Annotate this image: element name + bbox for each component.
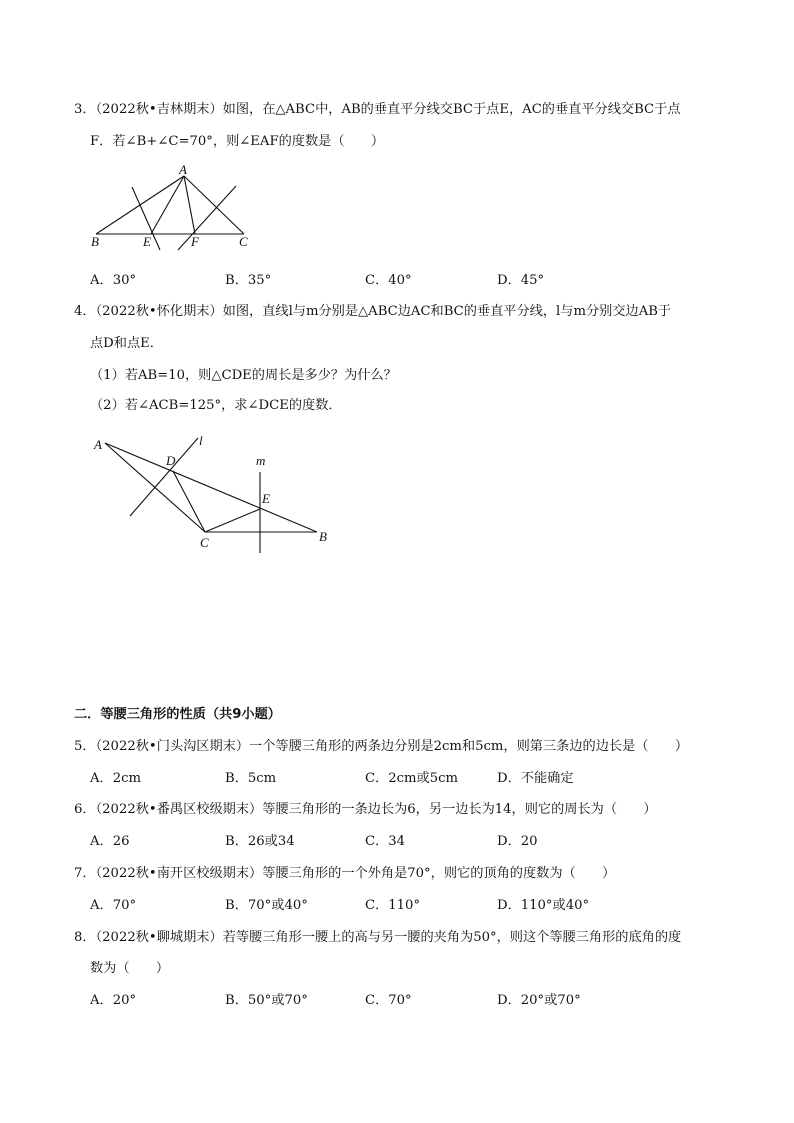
q3-triangle-figure bbox=[80, 160, 280, 255]
section-title: 二．等腰三角形的性质（共9小题） bbox=[74, 707, 281, 722]
q3-label-C: C bbox=[239, 234, 248, 249]
q4-label-m: m bbox=[256, 453, 266, 468]
q4-stem-line1: 4．（2022秋•怀化期末）如图，直线l与m分别是△ABC边AC和BC的垂直平分线，l与m分别交边AB于 bbox=[74, 304, 672, 319]
q8-option-a: A．20° bbox=[90, 993, 137, 1008]
q3-label-A: A bbox=[179, 162, 187, 177]
q3-label-F: F bbox=[191, 234, 199, 249]
q6-option-c: C．34 bbox=[365, 834, 406, 849]
q4-label-C: C bbox=[200, 535, 209, 550]
q7-option-b: B．70°或40° bbox=[225, 898, 308, 913]
q7-option-a: A．70° bbox=[90, 898, 137, 913]
q7-stem: 7．（2022秋•南开区校级期末）等腰三角形的一个外角是70°，则它的顶角的度数为（ ） bbox=[74, 866, 616, 881]
q3-option-d: D．45° bbox=[497, 273, 545, 288]
q7-option-c: C．110° bbox=[365, 898, 421, 913]
q3-option-c: C．40° bbox=[365, 273, 412, 288]
q4-triangle-figure bbox=[88, 428, 338, 553]
q4-subquestion-1: （1）若AB=10，则△CDE的周长是多少？为什么？ bbox=[90, 368, 397, 383]
q6-stem: 6．（2022秋•番禺区校级期末）等腰三角形的一条边长为6，另一边长为14，则它的周长为（ ） bbox=[74, 802, 657, 817]
q5-option-b: B．5cm bbox=[225, 771, 277, 786]
q4-label-A: A bbox=[94, 437, 102, 452]
q8-option-c: C．70° bbox=[365, 993, 412, 1008]
q8-stem-line1: 8．（2022秋•聊城期末）若等腰三角形一腰上的高与另一腰的夹角为50°，则这个等腰三角形的底角的度 bbox=[74, 930, 682, 945]
q3-label-E: E bbox=[143, 234, 151, 249]
q4-stem-line2: 点D和点E． bbox=[90, 336, 163, 351]
q4-subquestion-2: （2）若∠ACB=125°，求∠DCE的度数． bbox=[90, 398, 342, 413]
q8-option-b: B．50°或70° bbox=[225, 993, 308, 1008]
q6-option-a: A．26 bbox=[90, 834, 130, 849]
q5-stem: 5．（2022秋•门头沟区期末）一个等腰三角形的两条边分别是2cm和5cm，则第三条边的边长是（ ） bbox=[74, 739, 689, 754]
q4-label-B: B bbox=[319, 529, 327, 544]
q8-stem-line2: 数为（ ） bbox=[90, 961, 170, 976]
q3-stem-line1: 3．（2022秋•吉林期末）如图，在△ABC中，AB的垂直平分线交BC于点E，AC的垂直平分线交BC于点 bbox=[74, 102, 681, 117]
q3-label-B: B bbox=[91, 234, 99, 249]
q3-option-a: A．30° bbox=[90, 273, 137, 288]
q3-stem-line2: F．若∠B+∠C=70°，则∠EAF的度数是（ ） bbox=[90, 134, 385, 149]
q4-label-E: E bbox=[262, 491, 270, 506]
q8-option-d: D．20°或70° bbox=[497, 993, 581, 1008]
q6-option-b: B．26或34 bbox=[225, 834, 295, 849]
q5-option-d: D．不能确定 bbox=[497, 771, 574, 786]
q4-label-l: l bbox=[199, 433, 203, 448]
q6-option-d: D．20 bbox=[497, 834, 538, 849]
q3-option-b: B．35° bbox=[225, 273, 272, 288]
q7-option-d: D．110°或40° bbox=[497, 898, 590, 913]
q5-option-a: A．2cm bbox=[90, 771, 141, 786]
q4-label-D: D bbox=[166, 453, 176, 468]
q5-option-c: C．2cm或5cm bbox=[365, 771, 459, 786]
